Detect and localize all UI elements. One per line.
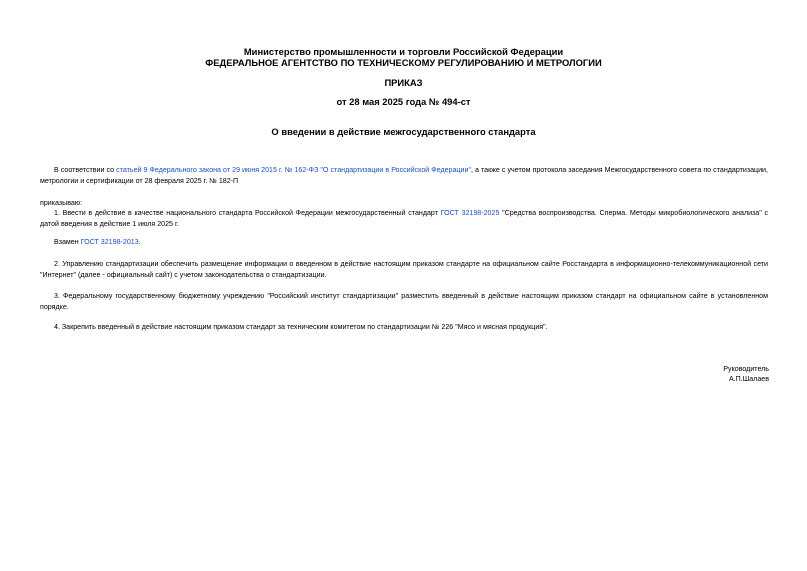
gost-2025-link[interactable]: ГОСТ 32198-2025 bbox=[440, 209, 500, 217]
document-date-number: от 28 мая 2025 года № 494-ст bbox=[336, 96, 471, 107]
signature-title: Руководитель bbox=[723, 365, 769, 373]
item-2-text: 2. Управлению стандартизации обеспечить размещение информации о введенном в действие настоящим приказом стандарте на официальном сайте Росстандарта в информационно-телекоммуникационной сети "Интернет" (далее - официальный сайт) с учетом законодательства о стандартизации. bbox=[40, 260, 768, 279]
gost-2013-link[interactable]: ГОСТ 32198-2013 bbox=[80, 238, 139, 246]
order-word-text: приказываю: bbox=[40, 199, 83, 207]
item-1-paragraph bbox=[40, 208, 768, 229]
replacement-suffix: . bbox=[138, 238, 141, 246]
item-3-text: 3. Федеральному государственному бюджетному учреждению "Российский институт стандартизации" разместить введенный в действие настоящим приказом стандарт на официальном сайте в установленном порядке. bbox=[40, 292, 768, 311]
preamble-prefix: В соответствии со bbox=[54, 166, 117, 174]
agency-name: ФЕДЕРАЛЬНОЕ АГЕНТСТВО ПО ТЕХНИЧЕСКОМУ РЕГУЛИРОВАНИЮ И МЕТРОЛОГИИ bbox=[205, 57, 602, 68]
item-4-text: 4. Закрепить введенный в действие настоящим приказом стандарт за техническим комитетом по стандартизации № 226 "Мясо и мясная продукция". bbox=[54, 323, 548, 331]
preamble-paragraph bbox=[40, 165, 768, 186]
item-3-paragraph bbox=[40, 291, 768, 312]
federal-law-link[interactable]: статьей 9 Федерального закона от 29 июня 2015 г. № 162-ФЗ "О стандартизации в Российской Федерации" bbox=[116, 166, 471, 174]
item-2-paragraph bbox=[40, 259, 768, 280]
preamble-suffix: , а также с учетом протокола заседания Межгосударственного совета по стандартизации, метрологии и сертификации от 28 февраля 2025 г. № 182-П bbox=[40, 166, 768, 185]
ministry-name: Министерство промышленности и торговли Российской Федерации bbox=[243, 46, 564, 57]
signature-name: А.П.Шалаев bbox=[728, 375, 769, 383]
document-subject: О введении в действие межгосударственного стандарта bbox=[271, 126, 536, 137]
replacement-prefix: Взамен bbox=[54, 238, 81, 246]
item-1-prefix: 1. Ввести в действие в качестве национального стандарта Российской Федерации межгосударственный стандарт bbox=[54, 209, 441, 217]
item-1-suffix: "Средства воспроизводства. Сперма. Методы микробиологического анализа" с датой введения в действие 1 июля 2025 г. bbox=[40, 209, 769, 228]
item-4-paragraph bbox=[40, 322, 768, 333]
document-type: ПРИКАЗ bbox=[384, 77, 423, 88]
replacement-paragraph bbox=[40, 237, 768, 248]
